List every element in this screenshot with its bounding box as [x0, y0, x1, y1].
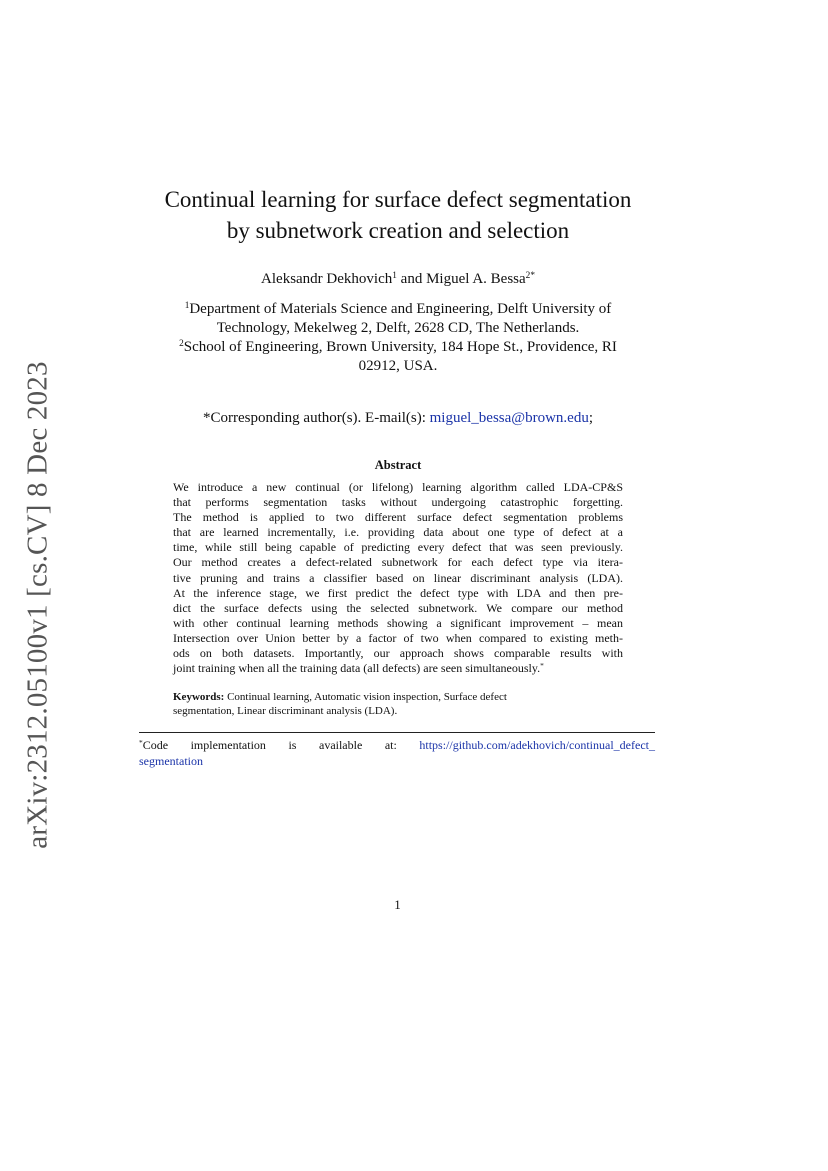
corresponding-author: [140, 408, 656, 428]
abstract-line: The method is applied to two different surface defect segmentation problems: [173, 510, 623, 525]
abstract-line: [173, 661, 623, 676]
affiliation-text: Department of Materials Science and Engineering, Delft University of: [189, 301, 612, 317]
keywords-line: segmentation, Linear discriminant analysis (LDA).: [173, 705, 398, 718]
paper-title: [140, 184, 656, 246]
arxiv-identifier: arXiv:2312.05100v1 [cs.CV] 8 Dec 2023: [21, 361, 54, 849]
footnote-marker[interactable]: *: [540, 661, 544, 671]
author-affiliation-marker: 2*: [525, 270, 535, 281]
email-link[interactable]: miguel_bessa@brown.edu: [429, 410, 589, 426]
author-name: Miguel A. Bessa: [426, 271, 526, 287]
author-connector: and: [396, 271, 427, 287]
affiliation-line: [140, 300, 656, 319]
affiliation-text: School of Engineering, Brown University, 184 Hope St., Providence, RI: [183, 339, 617, 355]
correspondence-prefix: *Corresponding author(s). E-mail(s):: [203, 410, 430, 426]
footnote-text: Code implementation is available at:: [142, 738, 420, 752]
code-url-link-continued[interactable]: segmentation: [139, 753, 203, 768]
affiliation-marker: 2: [179, 338, 184, 349]
affiliations: [140, 300, 656, 376]
abstract-line: Our method creates a defect-related subnetwork for each defect type via itera-: [173, 555, 623, 570]
footnote-rule: [139, 732, 655, 733]
abstract-line: ods on both datasets. Importantly, our approach shows comparable results with: [173, 646, 623, 661]
keywords-text: Continual learning, Automatic vision inspection, Surface defect: [224, 691, 507, 703]
abstract-line: dict the surface defects using the selected subnetwork. We compare our method: [173, 600, 623, 615]
abstract-line: that performs segmentation tasks without undergoing catastrophic forgetting.: [173, 495, 623, 510]
abstract-body: [173, 480, 623, 676]
abstract-line: We introduce a new continual (or lifelong) learning algorithm called LDA-CP&S: [173, 480, 623, 494]
abstract-line: time, while still being capable of predicting every defect that was seen previously.: [173, 540, 623, 555]
author-name: Aleksandr Dekhovich: [261, 271, 393, 287]
abstract-line: tive pruning and trains a classifier based on linear discriminant analysis (LDA).: [173, 570, 623, 585]
footnote-marker: *: [139, 737, 143, 747]
affiliation-line: Technology, Mekelweg 2, Delft, 2628 CD, The Netherlands.: [216, 320, 580, 336]
keywords-label: Keywords:: [173, 691, 225, 703]
title-line-1: Continual learning for surface defect segmentation: [164, 187, 632, 212]
code-url-link[interactable]: https://github.com/adekhovich/continual_defect_: [419, 738, 655, 752]
abstract-line: with other continual learning methods showing a significant improvement – mean: [173, 615, 623, 630]
correspondence-suffix: ;: [588, 410, 593, 426]
title-line-2: by subnetwork creation and selection: [226, 218, 570, 243]
affiliation-marker: 1: [184, 300, 190, 311]
keywords-line: [173, 690, 623, 704]
affiliation-line: [140, 338, 656, 357]
footnote-line: [139, 754, 655, 770]
footnote-line: [139, 738, 655, 754]
abstract-line: that are learned incrementally, i.e. providing data about one type of defect at a: [173, 525, 623, 540]
abstract-last-line-text: joint training when all the training data (all defects) are seen simultaneously.: [173, 661, 541, 676]
affiliation-line: 02912, USA.: [358, 358, 438, 374]
abstract-line: At the inference stage, we first predict the defect type with LDA and then pre-: [173, 585, 623, 600]
footnote: [139, 738, 655, 769]
abstract-heading: Abstract: [374, 458, 422, 472]
author-affiliation-marker: 1: [392, 270, 397, 281]
keywords: [173, 690, 623, 719]
page-number: 1: [394, 897, 401, 912]
author-list: [140, 269, 656, 289]
abstract-line: Intersection over Union better by a factor of two when compared to existing meth-: [173, 630, 623, 645]
